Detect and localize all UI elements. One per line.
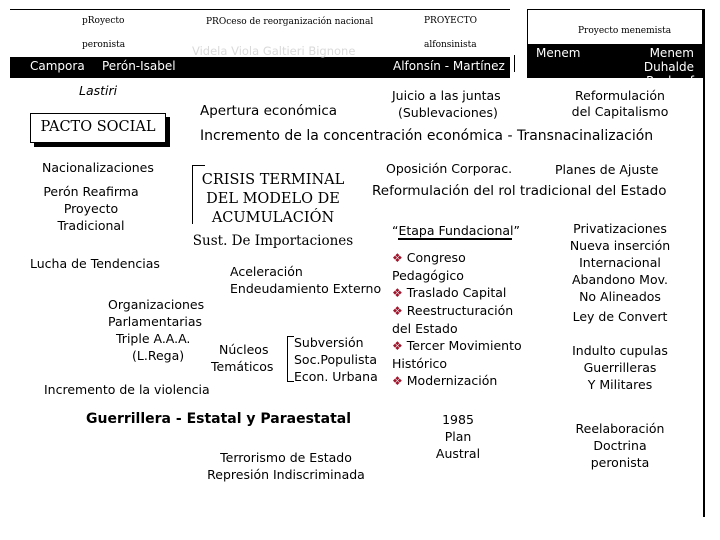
privatizaciones-block [560,220,680,305]
header-campora: Campora [30,59,85,73]
diamond-bullet-icon: ❖ [392,251,403,265]
peron-reafirma-line3: Tradicional [57,218,125,233]
organizaciones-line4: (L.Rega) [132,348,185,363]
subversion-line2: Soc.Populista [294,352,378,367]
crisis-box [192,165,354,251]
bullet-item: ❖ Tercer Movimiento [392,338,522,353]
indulto-line1: Indulto cupulas [572,343,668,358]
diamond-bullet-icon: ❖ [392,286,403,300]
header-col1-subtitle: peronista [82,40,126,50]
privatizaciones-line5: No Alineados [579,289,661,304]
subversion-line3: Econ. Urbana [294,369,378,384]
plan-austral-line3: Austral [435,446,481,461]
lastiri-label: Lastiri [79,83,118,98]
sust-importaciones-label: Sust. De Importaciones [192,233,354,249]
planes-ajuste-label: Planes de Ajuste [555,162,659,177]
reelaboracion-line3: peronista [590,455,650,470]
header-peron-isabel: Perón-Isabel [102,59,176,73]
privatizaciones-line4: Abandono Mov. [571,272,669,287]
juicio-label: Juicio a las juntas [392,88,501,103]
header-col3-title: PROYECTO [424,16,477,26]
reelaboracion-block [560,420,680,471]
crisis-line1: CRISIS TERMINAL [201,172,345,188]
bullet-list [392,249,522,390]
crisis-line3: ACUMULACIÓN [211,210,335,226]
endeudamiento-label: Endeudamiento Externo [230,281,382,296]
sublevaciones-label: (Sublevaciones) [398,105,498,120]
subversion-block [294,334,378,385]
lucha-tendencias-label: Lucha de Tendencias [30,256,160,271]
etapa-fundacional-text: “Etapa Fundacional” [392,223,520,238]
guerrillera-label: Guerrillera - Estatal y Paraestatal [86,411,352,427]
nucleos-line2: Temáticos [211,359,274,374]
ley-convertibilidad-label: Ley de Convert [572,309,668,324]
bullet-item: ❖ Traslado Capital [392,285,507,300]
crisis-line2: DEL MODELO DE [206,191,340,207]
apertura-label: Apertura económica [200,103,338,119]
plan-austral-line2: Plan [444,429,472,444]
organizaciones-line1: Organizaciones [108,297,205,312]
pacto-social-box [30,113,166,143]
privatizaciones-line1: Privatizaciones [573,221,667,236]
header-col3-subtitle: alfonsinista [424,40,477,50]
pacto-social-label: PACTO SOCIAL [40,119,156,135]
nucleos-block [211,341,273,375]
terrorismo-line2: Represión Indiscriminada [207,467,365,482]
nacionalizaciones-label: Nacionalizaciones [42,160,154,175]
header-menem: Menem [536,46,581,60]
bullet-item: ❖ Reestructuración [392,303,514,318]
privatizaciones-line2: Nueva inserción [569,238,671,253]
privatizaciones-line3: Internacional [579,255,661,270]
etapa-underline [398,238,512,240]
peron-reafirma-line1: Perón Reafirma [43,184,139,199]
plan-austral-block [418,411,498,462]
header-col1-title: pRoyecto [82,16,125,26]
bullet-item-cont: Pedagógico [392,268,464,283]
diamond-bullet-icon: ❖ [392,374,403,388]
organizaciones-line2: Parlamentarias [108,314,203,329]
indulto-line2: Guerrilleras [583,360,657,375]
subversion-line1: Subversión [294,335,364,350]
diamond-bullet-icon: ❖ [392,304,403,318]
right-border-line [703,9,705,517]
nucleos-line1: Núcleos [219,342,269,357]
organizaciones-line3: Triple A.A.A. [116,331,191,346]
header-col2-title: PROceso de reorganización nacional [206,17,374,27]
header-alfonsin-martinez: Alfonsín - Martínez [393,59,505,73]
bullet-item-cont: del Estado [392,321,458,336]
header-separator [514,55,515,72]
reelaboracion-line2: Doctrina [593,438,647,453]
oposicion-label: Oposición Corporac. [386,161,513,176]
organizaciones-block [108,296,204,364]
bullet-item: ❖ Modernización [392,373,498,388]
bullet-item-cont: Histórico [392,356,448,371]
reformulacion-rol-label: Reformulación del rol tradicional del Estado [372,183,667,199]
subversion-bracket [287,336,288,382]
incremento-concentracion-label: Incremento de la concentración económica - Transnacinalización [200,128,654,144]
reformulacion-capitalismo-2: del Capitalismo [571,104,669,119]
reformulacion-capitalismo-1: Reformulación [575,88,665,103]
indulto-line3: Y Militares [587,377,653,392]
header-menem-duhalde-ruckauf: Menem Duhalde Ruckauf [643,46,694,88]
header-col4-title: Proyecto menemista [578,26,672,36]
terrorismo-block [196,449,376,483]
plan-austral-line1: 1985 [442,412,474,427]
indulto-block [560,342,680,393]
etapa-fundacional-label [392,223,520,238]
peron-reafirma-line2: Proyecto [63,201,119,216]
header-col2-names: Videla Viola Galtieri Bignone [192,44,356,58]
incremento-violencia-label: Incremento de la violencia [44,382,210,397]
terrorismo-line1: Terrorismo de Estado [220,450,352,465]
bullet-item: ❖ Congreso [392,250,466,265]
aceleracion-label: Aceleración [230,264,303,279]
diamond-bullet-icon: ❖ [392,339,403,353]
reelaboracion-line1: Reelaboración [575,421,665,436]
